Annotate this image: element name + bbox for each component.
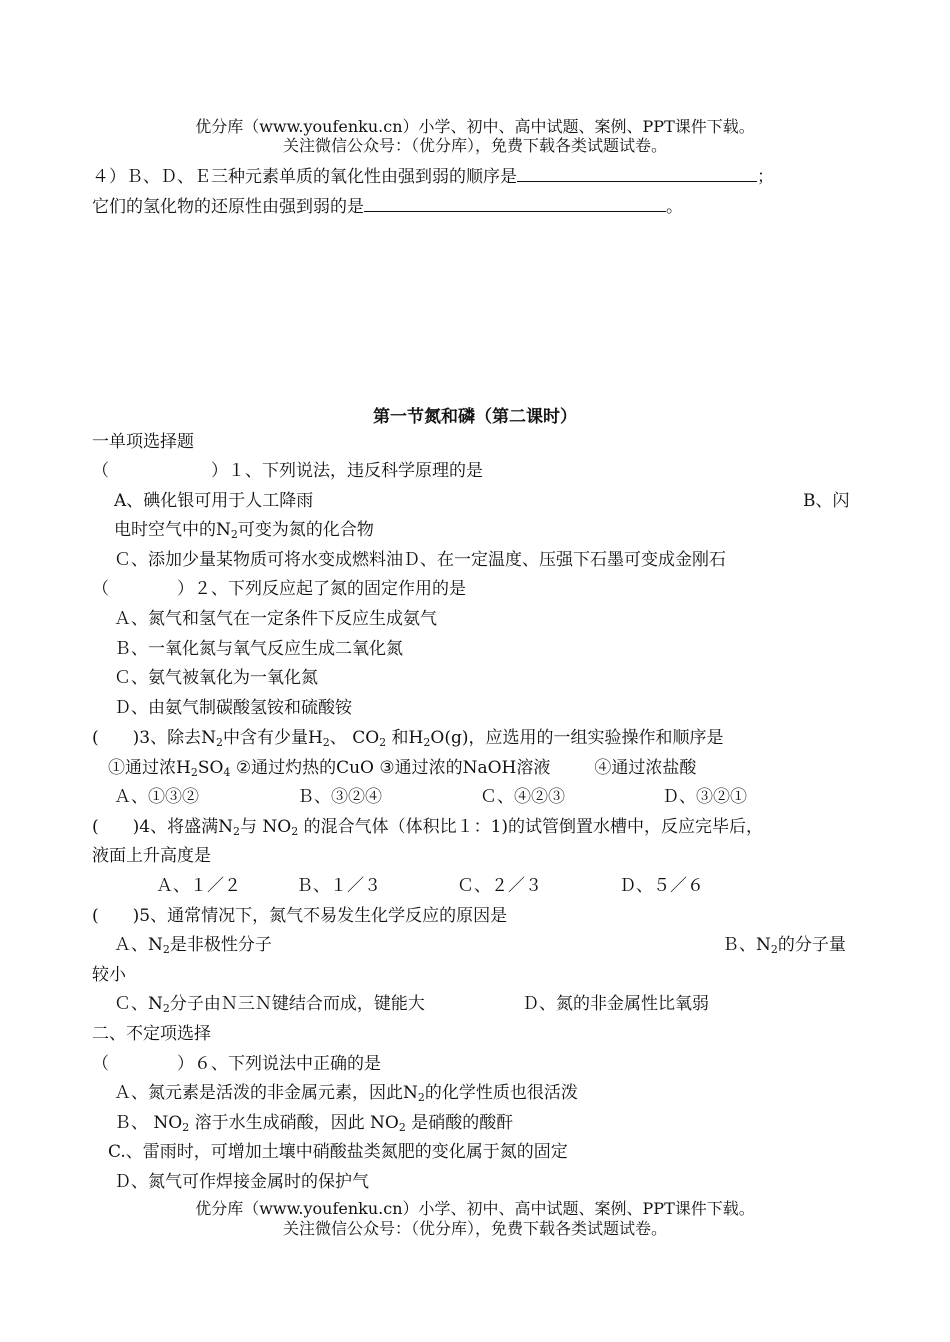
text: 4、将盛满N bbox=[139, 817, 233, 837]
text: 的分子量 bbox=[777, 935, 846, 955]
text: 是硝酸的酸酐 bbox=[405, 1113, 514, 1133]
question-3-stem bbox=[92, 727, 723, 749]
question-3-option-a: Ａ、①③② bbox=[114, 787, 199, 807]
prev-question-text: ４）Ｂ、Ｄ、Ｅ三种元素单质的氧化性由强到弱的顺序是 bbox=[92, 167, 517, 187]
subscript: 2 bbox=[398, 1121, 406, 1134]
text: O(g)，应选用的一组实验操作和顺序是 bbox=[430, 728, 724, 748]
question-6-option-a bbox=[114, 1082, 578, 1104]
question-6-option-c: C.、雷雨时，可增加土壤中硝酸盐类氮肥的变化属于氮的固定 bbox=[108, 1142, 568, 1162]
text: 中含有少量H bbox=[222, 728, 323, 748]
subscript: 2 bbox=[162, 943, 170, 956]
prev-question-text: 它们的氢化物的还原性由强到弱的是 bbox=[92, 197, 364, 217]
answer-paren[interactable]: （ ） bbox=[92, 579, 194, 599]
text: ①通过浓H bbox=[108, 758, 191, 778]
section-title: 第一节氮和磷（第二课时） bbox=[373, 407, 577, 427]
text: 的化学性质也很活泼 bbox=[424, 1083, 578, 1103]
subscript: 2 bbox=[322, 736, 330, 749]
question-1-option-b-start: B、闪 bbox=[803, 491, 850, 511]
question-1-stem bbox=[92, 460, 483, 482]
question-2-stem bbox=[92, 578, 466, 600]
subscript: 2 bbox=[162, 1002, 170, 1015]
prev-question-line-2 bbox=[92, 196, 683, 218]
answer-paren[interactable]: ( ) bbox=[92, 728, 140, 748]
subscript: 2 bbox=[423, 736, 431, 749]
prev-question-line-1 bbox=[92, 166, 774, 188]
question-text: １、下列说法，违反科学原理的是 bbox=[228, 461, 483, 481]
question-5-option-b bbox=[722, 934, 846, 956]
question-5-option-b-cont: 较小 bbox=[92, 965, 126, 985]
answer-paren[interactable]: （ ） bbox=[92, 1054, 194, 1074]
text: Ｂ、 NO bbox=[114, 1113, 183, 1133]
question-5-stem bbox=[92, 905, 507, 927]
text: 可变为氮的化合物 bbox=[237, 520, 374, 540]
subscript: 2 bbox=[215, 736, 223, 749]
subscript: 2 bbox=[770, 943, 778, 956]
question-4-stem bbox=[92, 816, 763, 838]
text: 电时空气中的N bbox=[114, 520, 231, 540]
header-line-1: 优分库（www.youfenku.cn）小学、初中、高中试题、案例、PPT课件下载。 bbox=[195, 117, 755, 136]
answer-blank[interactable] bbox=[364, 196, 666, 212]
question-1-option-b-cont bbox=[114, 519, 374, 541]
question-3-option-d: Ｄ、③②① bbox=[662, 787, 747, 807]
text: 溶于水生成硝酸，因此 NO bbox=[189, 1113, 399, 1133]
question-4-option-c: Ｃ、２／３ bbox=[457, 876, 542, 896]
question-4-stem-cont: 液面上升高度是 bbox=[92, 846, 211, 866]
question-3-option-c: Ｃ、④②③ bbox=[480, 787, 565, 807]
question-6-stem bbox=[92, 1053, 381, 1075]
text: Ａ、N bbox=[114, 935, 163, 955]
text: 、 CO bbox=[329, 728, 380, 748]
text: 分子由Ｎ三Ｎ键结合而成，键能大 bbox=[169, 994, 425, 1014]
header-line-2: 关注微信公众号：（优分库），免费下载各类试题试卷。 bbox=[282, 136, 667, 155]
subscript: 2 bbox=[379, 736, 387, 749]
text: 3、除去N bbox=[139, 728, 216, 748]
question-6-option-b bbox=[114, 1112, 513, 1134]
subscript: 2 bbox=[182, 1121, 190, 1134]
question-2-option-c: Ｃ、氨气被氧化为一氧化氮 bbox=[114, 668, 318, 688]
question-text: 5、通常情况下，氮气不易发生化学反应的原因是 bbox=[139, 906, 508, 926]
question-text: ６、下列说法中正确的是 bbox=[194, 1054, 381, 1074]
punctuation: 。 bbox=[666, 197, 683, 217]
text: SO bbox=[197, 758, 224, 778]
question-2-option-a: Ａ、氮气和氢气在一定条件下反应生成氨气 bbox=[114, 609, 437, 629]
question-text: ２、下列反应起了氮的固定作用的是 bbox=[194, 579, 466, 599]
subscript: 4 bbox=[223, 766, 231, 779]
question-1-options-cd: Ｃ、添加少量某物质可将水变成燃料油Ｄ、在一定温度、压强下石墨可变成金刚石 bbox=[114, 550, 726, 570]
text: 是非极性分子 bbox=[169, 935, 272, 955]
answer-blank[interactable] bbox=[517, 166, 757, 182]
question-5-option-a bbox=[114, 934, 272, 956]
question-5-option-c bbox=[114, 993, 425, 1015]
subscript: 2 bbox=[417, 1091, 425, 1104]
question-2-option-b: Ｂ、一氧化氮与氧气反应生成二氧化氮 bbox=[114, 639, 403, 659]
text: Ｃ、N bbox=[114, 994, 163, 1014]
part2-heading: 二、不定项选择 bbox=[92, 1024, 211, 1044]
answer-paren[interactable]: ( ) bbox=[92, 906, 140, 926]
answer-paren[interactable]: （ ） bbox=[92, 461, 228, 481]
footer-line-2: 关注微信公众号：（优分库），免费下载各类试题试卷。 bbox=[282, 1219, 667, 1238]
footer-line-1: 优分库（www.youfenku.cn）小学、初中、高中试题、案例、PPT课件下载。 bbox=[195, 1199, 755, 1218]
subscript: 2 bbox=[291, 825, 299, 838]
answer-paren[interactable]: ( ) bbox=[92, 817, 140, 837]
subscript: 2 bbox=[232, 825, 240, 838]
text: ②通过灼热的CuO ③通过浓的NaOH溶液 bbox=[235, 758, 551, 778]
question-3-operations bbox=[108, 757, 696, 779]
question-3-option-b: Ｂ、③②④ bbox=[297, 787, 382, 807]
text: 的混合气体（体积比１：1)的试管倒置水槽中，反应完毕后， bbox=[298, 817, 764, 837]
question-4-option-d: Ｄ、５／６ bbox=[619, 876, 704, 896]
punctuation: ； bbox=[757, 167, 774, 187]
text: 与 NO bbox=[239, 817, 292, 837]
text: Ａ、氮元素是活泼的非金属元素，因此N bbox=[114, 1083, 418, 1103]
text: 和H bbox=[386, 728, 424, 748]
text: ④通过浓盐酸 bbox=[594, 758, 697, 778]
question-4-option-b: Ｂ、１／３ bbox=[296, 876, 381, 896]
question-5-option-d: Ｄ、氮的非金属性比氧弱 bbox=[522, 994, 709, 1014]
question-6-option-d: Ｄ、氮气可作焊接金属时的保护气 bbox=[114, 1172, 369, 1192]
text: Ｂ、N bbox=[722, 935, 771, 955]
question-2-option-d: Ｄ、由氨气制碳酸氢铵和硫酸铵 bbox=[114, 698, 352, 718]
part1-heading: 一单项选择题 bbox=[92, 432, 194, 452]
subscript: 2 bbox=[230, 528, 238, 541]
subscript: 2 bbox=[190, 766, 198, 779]
question-1-option-a: A、碘化银可用于人工降雨 bbox=[114, 491, 314, 511]
question-4-option-a: Ａ、１／２ bbox=[156, 876, 241, 896]
